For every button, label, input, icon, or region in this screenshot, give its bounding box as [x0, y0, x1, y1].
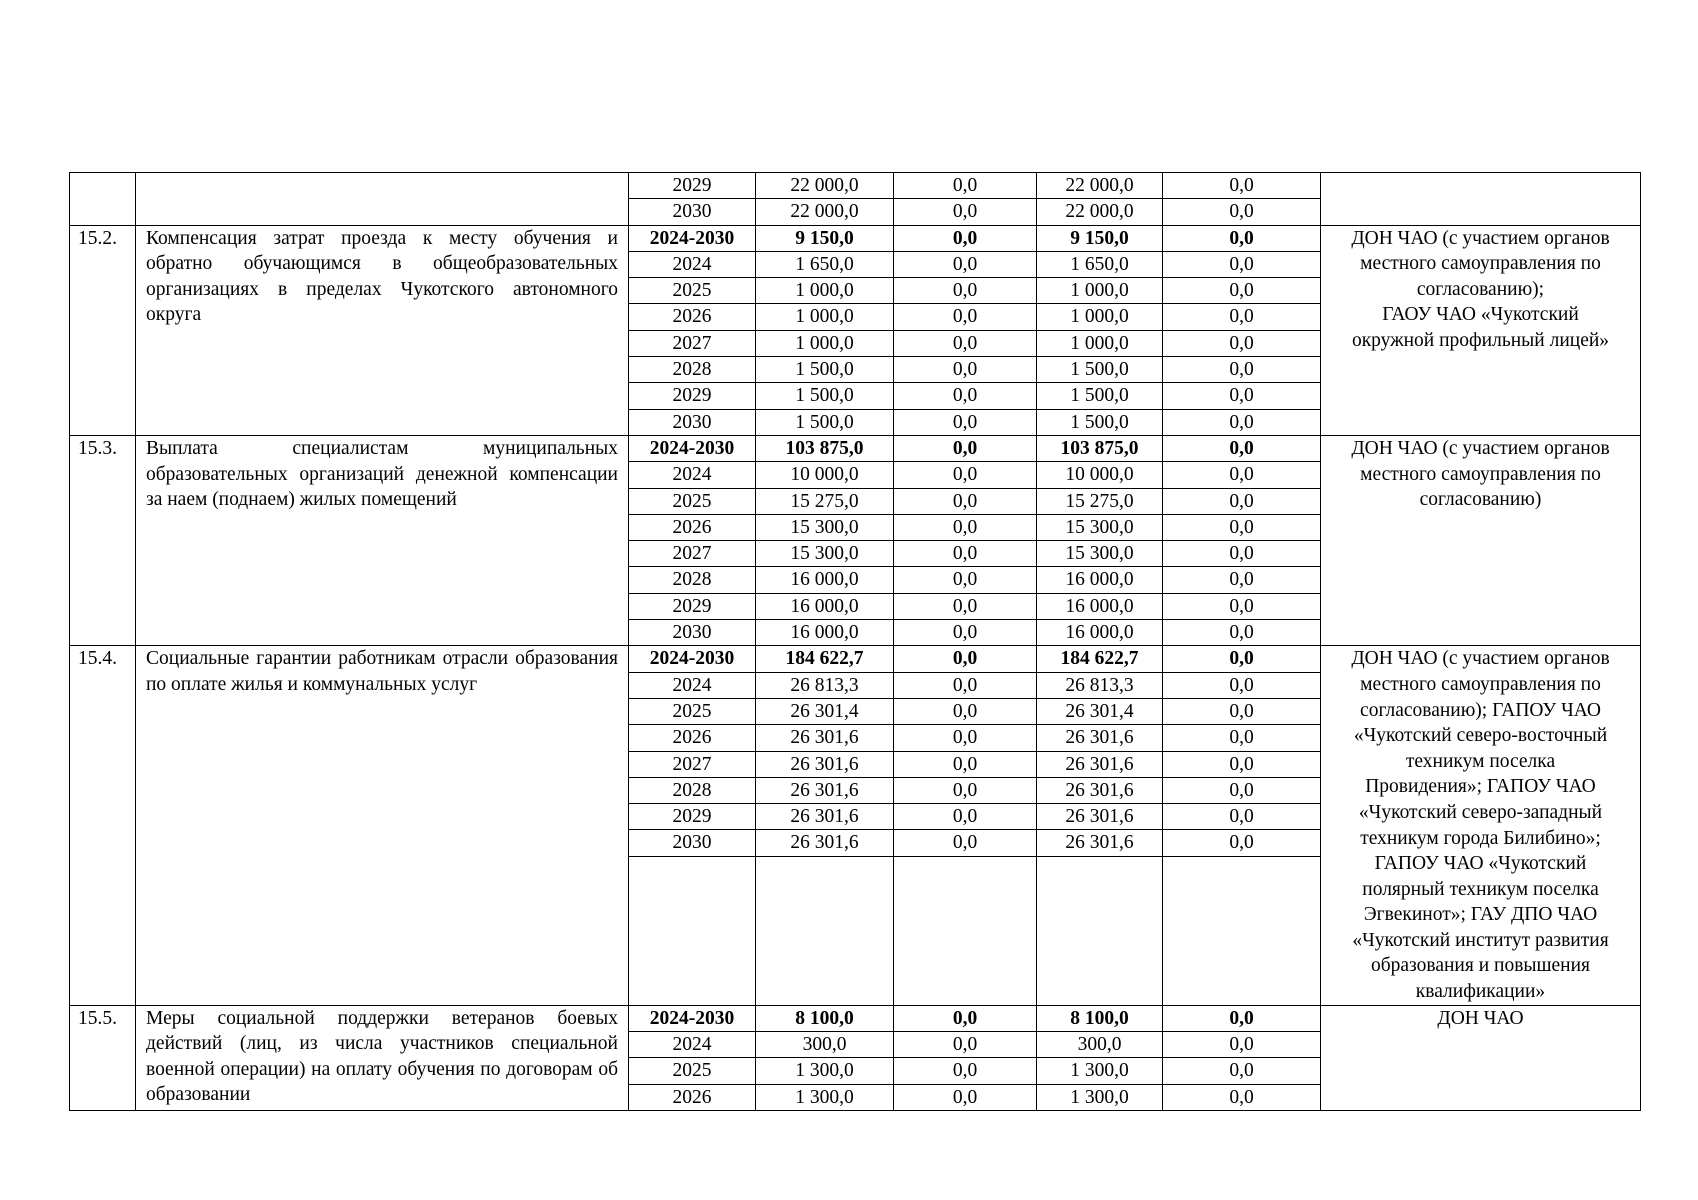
year-cell: 2024: [629, 672, 756, 698]
year-cell: 2026: [629, 725, 756, 751]
federal-cell: 0,0: [894, 672, 1037, 698]
executor-line: техникум города Билибино»;: [1360, 827, 1601, 849]
total-cell: 9 150,0: [756, 225, 894, 251]
year-cell: 2030: [629, 830, 756, 856]
okrug-cell: 16 000,0: [1037, 593, 1163, 619]
federal-cell: 0,0: [894, 383, 1037, 409]
federal-cell: 0,0: [894, 173, 1037, 199]
year-cell: 2025: [629, 278, 756, 304]
local-cell: 0,0: [1163, 435, 1321, 461]
year-cell: 2028: [629, 357, 756, 383]
federal-cell: 0,0: [894, 620, 1037, 646]
federal-cell: 0,0: [894, 304, 1037, 330]
total-cell: 103 875,0: [756, 435, 894, 461]
federal-cell: 0,0: [894, 225, 1037, 251]
okrug-cell: 16 000,0: [1037, 567, 1163, 593]
total-cell: 26 301,6: [756, 804, 894, 830]
total-cell: 1 500,0: [756, 409, 894, 435]
total-cell: 26 301,4: [756, 698, 894, 724]
okrug-cell: 1 500,0: [1037, 357, 1163, 383]
total-cell: 300,0: [756, 1031, 894, 1057]
executor-line: ДОН ЧАО: [1437, 1007, 1524, 1029]
executor-line: «Чукотский институт развития: [1352, 929, 1609, 951]
table-row: [70, 225, 1641, 251]
table-row: [70, 435, 1641, 461]
executor-line: ДОН ЧАО (с участием органов: [1351, 227, 1610, 249]
executor-line: местного самоуправления по: [1360, 673, 1601, 695]
year-cell: 2026: [629, 514, 756, 540]
okrug-cell: 1 300,0: [1037, 1058, 1163, 1084]
table-row: [70, 646, 1641, 672]
local-cell: 0,0: [1163, 304, 1321, 330]
table-row: [70, 173, 1641, 199]
item-name: Меры социальной поддержки ветеранов боевых действий (лиц, из числа участников специальной военной операции) на оплату обучения по договорам об образовании: [136, 1005, 629, 1110]
local-cell: 0,0: [1163, 278, 1321, 304]
year-cell: 2024: [629, 251, 756, 277]
empty-cell: [1163, 856, 1321, 1005]
year-cell: 2029: [629, 383, 756, 409]
total-cell: 15 275,0: [756, 488, 894, 514]
year-cell: 2028: [629, 777, 756, 803]
year-cell: 2030: [629, 199, 756, 225]
empty-cell: [894, 856, 1037, 1005]
local-cell: 0,0: [1163, 1031, 1321, 1057]
federal-cell: 0,0: [894, 462, 1037, 488]
total-cell: 26 301,6: [756, 777, 894, 803]
total-cell: 16 000,0: [756, 593, 894, 619]
okrug-cell: 10 000,0: [1037, 462, 1163, 488]
local-cell: 0,0: [1163, 804, 1321, 830]
total-cell: 15 300,0: [756, 541, 894, 567]
okrug-cell: 22 000,0: [1037, 173, 1163, 199]
table-row: [70, 1005, 1641, 1031]
year-cell: 2024-2030: [629, 646, 756, 672]
local-cell: 0,0: [1163, 593, 1321, 619]
year-cell: 2024: [629, 462, 756, 488]
executor-line: техникум поселка: [1405, 750, 1556, 772]
total-cell: 1 300,0: [756, 1058, 894, 1084]
year-cell: 2024-2030: [629, 1005, 756, 1031]
okrug-cell: 16 000,0: [1037, 620, 1163, 646]
executor-line: «Чукотский северо-восточный: [1353, 725, 1608, 747]
federal-cell: 0,0: [894, 698, 1037, 724]
okrug-cell: 1 650,0: [1037, 251, 1163, 277]
local-cell: 0,0: [1163, 698, 1321, 724]
federal-cell: 0,0: [894, 646, 1037, 672]
federal-cell: 0,0: [894, 409, 1037, 435]
okrug-cell: 26 301,4: [1037, 698, 1163, 724]
total-cell: 1 300,0: [756, 1084, 894, 1110]
total-cell: 26 301,6: [756, 725, 894, 751]
executor-line: ДОН ЧАО (с участием органов: [1351, 437, 1610, 459]
year-cell: 2030: [629, 409, 756, 435]
federal-cell: 0,0: [894, 777, 1037, 803]
year-cell: 2027: [629, 751, 756, 777]
federal-cell: 0,0: [894, 251, 1037, 277]
year-cell: 2029: [629, 173, 756, 199]
okrug-cell: 1 300,0: [1037, 1084, 1163, 1110]
federal-cell: 0,0: [894, 567, 1037, 593]
item-name: Выплата специалистам муниципальных образовательных организаций денежной компенсации за наем (поднаем) жилых помещений: [136, 435, 629, 645]
local-cell: 0,0: [1163, 409, 1321, 435]
executor: [1321, 646, 1641, 1005]
local-cell: 0,0: [1163, 1084, 1321, 1110]
total-cell: 1 650,0: [756, 251, 894, 277]
item-number: 15.4.: [70, 646, 136, 1005]
total-cell: 10 000,0: [756, 462, 894, 488]
okrug-cell: 1 000,0: [1037, 278, 1163, 304]
local-cell: 0,0: [1163, 1005, 1321, 1031]
total-cell: 1 500,0: [756, 383, 894, 409]
okrug-cell: 9 150,0: [1037, 225, 1163, 251]
okrug-cell: 1 000,0: [1037, 304, 1163, 330]
year-cell: 2029: [629, 804, 756, 830]
local-cell: 0,0: [1163, 672, 1321, 698]
federal-cell: 0,0: [894, 1058, 1037, 1084]
local-cell: 0,0: [1163, 830, 1321, 856]
federal-cell: 0,0: [894, 1005, 1037, 1031]
executor: [1321, 435, 1641, 645]
year-cell: 2025: [629, 1058, 756, 1084]
total-cell: 22 000,0: [756, 173, 894, 199]
federal-cell: 0,0: [894, 751, 1037, 777]
executor-line: Провидения»; ГАПОУ ЧАО: [1365, 776, 1596, 798]
total-cell: 1 000,0: [756, 278, 894, 304]
federal-cell: 0,0: [894, 278, 1037, 304]
total-cell: 1 000,0: [756, 330, 894, 356]
federal-cell: 0,0: [894, 541, 1037, 567]
local-cell: 0,0: [1163, 514, 1321, 540]
okrug-cell: 1 500,0: [1037, 409, 1163, 435]
federal-cell: 0,0: [894, 514, 1037, 540]
okrug-cell: 15 300,0: [1037, 541, 1163, 567]
local-cell: 0,0: [1163, 462, 1321, 488]
local-cell: 0,0: [1163, 777, 1321, 803]
empty-cell: [756, 856, 894, 1005]
item-name: Компенсация затрат проезда к месту обучения и обратно обучающимся в общеобразовательных организациях в пределах Чукотского автономного округа: [136, 225, 629, 435]
total-cell: 15 300,0: [756, 514, 894, 540]
executor-line: ДОН ЧАО (с участием органов: [1351, 648, 1610, 670]
item-number: 15.2.: [70, 225, 136, 435]
okrug-cell: 184 622,7: [1037, 646, 1163, 672]
okrug-cell: 26 301,6: [1037, 830, 1163, 856]
okrug-cell: 26 301,6: [1037, 777, 1163, 803]
item-number: 15.3.: [70, 435, 136, 645]
executor-line: окружной профильный лицей»: [1351, 329, 1610, 351]
executor-line: местного самоуправления по: [1360, 463, 1601, 485]
local-cell: 0,0: [1163, 225, 1321, 251]
executor-line: согласованию); ГАПОУ ЧАО: [1360, 699, 1601, 721]
empty-cell: [1037, 856, 1163, 1005]
federal-cell: 0,0: [894, 199, 1037, 225]
okrug-cell: 26 301,6: [1037, 725, 1163, 751]
year-cell: 2027: [629, 541, 756, 567]
okrug-cell: 1 500,0: [1037, 383, 1163, 409]
year-cell: 2024-2030: [629, 435, 756, 461]
local-cell: 0,0: [1163, 620, 1321, 646]
executor: [1321, 225, 1641, 435]
year-cell: 2030: [629, 620, 756, 646]
federal-cell: 0,0: [894, 357, 1037, 383]
local-cell: 0,0: [1163, 488, 1321, 514]
local-cell: 0,0: [1163, 357, 1321, 383]
federal-cell: 0,0: [894, 830, 1037, 856]
total-cell: 8 100,0: [756, 1005, 894, 1031]
executor-line: ГАПОУ ЧАО «Чукотский: [1374, 853, 1587, 875]
total-cell: 26 301,6: [756, 830, 894, 856]
federal-cell: 0,0: [894, 488, 1037, 514]
local-cell: 0,0: [1163, 541, 1321, 567]
total-cell: 26 301,6: [756, 751, 894, 777]
federal-cell: 0,0: [894, 593, 1037, 619]
local-cell: 0,0: [1163, 567, 1321, 593]
total-cell: 26 813,3: [756, 672, 894, 698]
local-cell: 0,0: [1163, 251, 1321, 277]
item-name: Социальные гарантии работникам отрасли образования по оплате жилья и коммунальных услуг: [136, 646, 629, 1005]
year-cell: 2024-2030: [629, 225, 756, 251]
item-number-cell: [70, 173, 136, 226]
local-cell: 0,0: [1163, 383, 1321, 409]
total-cell: 184 622,7: [756, 646, 894, 672]
item-name-cell: [136, 173, 629, 226]
okrug-cell: 22 000,0: [1037, 199, 1163, 225]
okrug-cell: 300,0: [1037, 1031, 1163, 1057]
local-cell: 0,0: [1163, 173, 1321, 199]
federal-cell: 0,0: [894, 435, 1037, 461]
year-cell: 2027: [629, 330, 756, 356]
total-cell: 1 000,0: [756, 304, 894, 330]
okrug-cell: 8 100,0: [1037, 1005, 1163, 1031]
year-cell: 2026: [629, 1084, 756, 1110]
year-cell: 2025: [629, 698, 756, 724]
local-cell: 0,0: [1163, 1058, 1321, 1084]
local-cell: 0,0: [1163, 751, 1321, 777]
okrug-cell: 26 813,3: [1037, 672, 1163, 698]
executor-line: образования и повышения: [1370, 955, 1591, 977]
year-cell: 2028: [629, 567, 756, 593]
executor-line: полярный техникум поселка: [1362, 878, 1599, 900]
year-cell: 2026: [629, 304, 756, 330]
local-cell: 0,0: [1163, 199, 1321, 225]
executor: [1321, 1005, 1641, 1110]
okrug-cell: 1 000,0: [1037, 330, 1163, 356]
local-cell: 0,0: [1163, 725, 1321, 751]
executor-line: «Чукотский северо-западный: [1358, 801, 1603, 823]
federal-cell: 0,0: [894, 725, 1037, 751]
executor-line: ГАОУ ЧАО «Чукотский: [1382, 304, 1579, 326]
federal-cell: 0,0: [894, 1084, 1037, 1110]
executor-line: местного самоуправления по: [1360, 253, 1601, 275]
local-cell: 0,0: [1163, 646, 1321, 672]
local-cell: 0,0: [1163, 330, 1321, 356]
executor-line: квалификации»: [1415, 981, 1546, 1003]
federal-cell: 0,0: [894, 804, 1037, 830]
year-cell: 2024: [629, 1031, 756, 1057]
executor-cell: [1321, 173, 1641, 226]
funding-table: [69, 172, 1641, 1111]
executor-line: согласованию);: [1416, 278, 1545, 300]
okrug-cell: 15 300,0: [1037, 514, 1163, 540]
federal-cell: 0,0: [894, 1031, 1037, 1057]
executor-line: согласованию): [1419, 489, 1542, 511]
executor-line: Эгвекинот»; ГАУ ДПО ЧАО: [1363, 904, 1598, 926]
okrug-cell: 26 301,6: [1037, 751, 1163, 777]
empty-cell: [629, 856, 756, 1005]
okrug-cell: 103 875,0: [1037, 435, 1163, 461]
year-cell: 2025: [629, 488, 756, 514]
federal-cell: 0,0: [894, 330, 1037, 356]
total-cell: 16 000,0: [756, 567, 894, 593]
item-number: 15.5.: [70, 1005, 136, 1110]
total-cell: 1 500,0: [756, 357, 894, 383]
total-cell: 16 000,0: [756, 620, 894, 646]
year-cell: 2029: [629, 593, 756, 619]
okrug-cell: 26 301,6: [1037, 804, 1163, 830]
total-cell: 22 000,0: [756, 199, 894, 225]
okrug-cell: 15 275,0: [1037, 488, 1163, 514]
